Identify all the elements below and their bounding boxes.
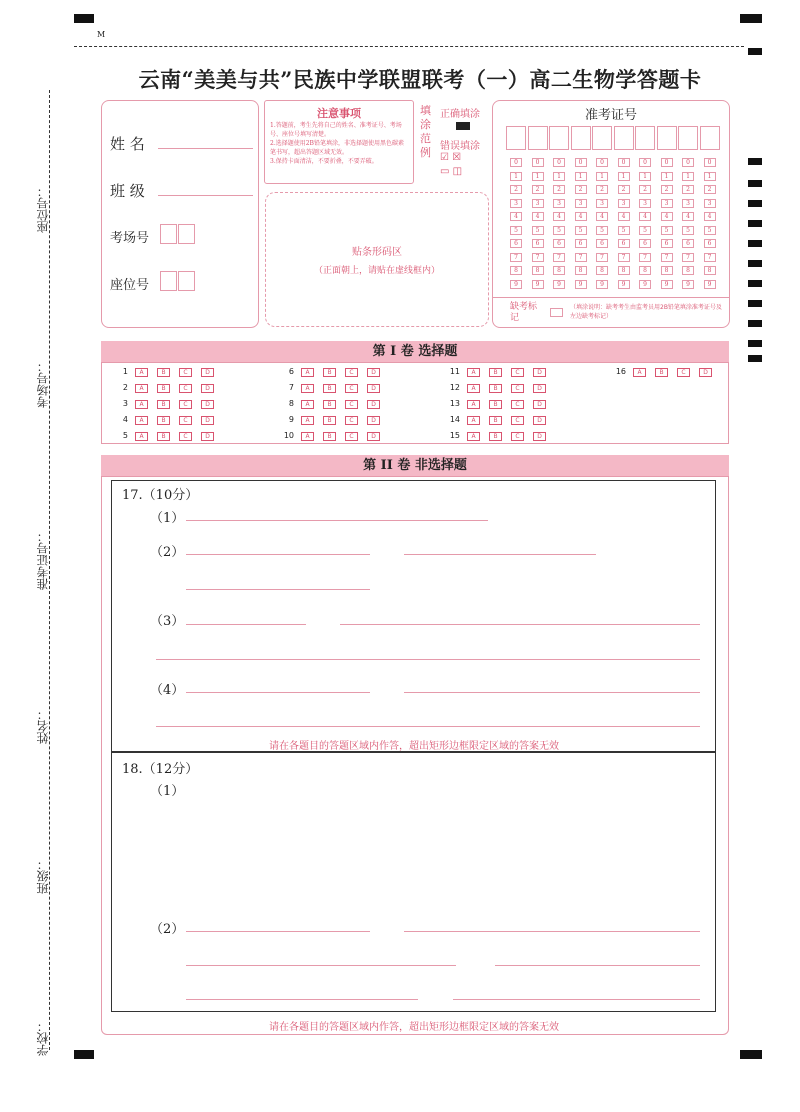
q17-warning: 请在各题目的答题区域内作答，超出矩形边框限定区域的答案无效 (269, 741, 559, 752)
q17-sub3: （3） (150, 614, 185, 629)
side-label-class: 班级： (36, 858, 50, 894)
exam-id-digit-bubble[interactable]: 4 (639, 212, 651, 221)
room-box[interactable] (160, 224, 177, 244)
answer-line[interactable] (404, 692, 700, 693)
exam-id-digit-bubble[interactable]: 7 (618, 253, 630, 262)
exam-id-digit-bubble[interactable]: 4 (682, 212, 694, 221)
notice-box (264, 100, 414, 184)
option-bubble-a[interactable]: A (135, 416, 148, 425)
exam-id-digit-bubble[interactable]: 8 (553, 266, 565, 275)
top-cut-line (74, 46, 744, 47)
name-field[interactable] (158, 148, 253, 149)
option-bubble-b[interactable]: B (157, 432, 170, 441)
option-bubble-a[interactable]: A (301, 416, 314, 425)
question-number: 4 (122, 415, 128, 424)
exam-id-digit-bubble[interactable]: 5 (532, 226, 544, 235)
exam-id-digit-bubble[interactable]: 2 (532, 185, 544, 194)
question-number: 6 (288, 367, 294, 376)
side-label-exam-id: 准考证号： (36, 530, 50, 590)
answer-line[interactable] (186, 965, 456, 966)
option-bubble-c[interactable]: C (179, 400, 192, 409)
option-bubble-b[interactable]: B (489, 432, 502, 441)
option-bubble-c[interactable]: C (511, 384, 524, 393)
timing-mark (748, 320, 762, 327)
exam-id-digit-bubble[interactable]: 9 (596, 280, 608, 289)
option-bubble-a[interactable]: A (467, 416, 480, 425)
timing-mark (740, 14, 762, 23)
exam-id-digit-bubble[interactable]: 8 (596, 266, 608, 275)
timing-mark (748, 158, 762, 165)
exam-id-digit-bubble[interactable]: 5 (639, 226, 651, 235)
exam-id-digit-bubble[interactable]: 3 (596, 199, 608, 208)
timing-mark (748, 260, 762, 267)
exam-id-digit-bubble[interactable]: 7 (553, 253, 565, 262)
timing-mark (748, 48, 762, 55)
question-number: 2 (122, 383, 128, 392)
option-bubble-a[interactable]: A (467, 432, 480, 441)
wrong-fill-sample: ☑ ☒ (440, 152, 462, 163)
question-number: 16 (615, 367, 626, 376)
option-bubble-c[interactable]: C (179, 368, 192, 377)
option-bubble-d[interactable]: D (367, 400, 380, 409)
exam-id-divider (492, 297, 730, 298)
absent-mark-box[interactable] (550, 308, 563, 317)
exam-id-digit-bubble[interactable]: 8 (575, 266, 587, 275)
q17-sub4: （4） (150, 683, 185, 698)
exam-id-digit-bubble[interactable]: 8 (682, 266, 694, 275)
exam-id-digit-bubble[interactable]: 0 (704, 158, 716, 167)
exam-id-digit-bubble[interactable]: 7 (704, 253, 716, 262)
q17-sub2: （2） (150, 545, 185, 560)
exam-id-digit-bubble[interactable]: 6 (661, 239, 673, 248)
exam-id-digit-bubble[interactable]: 8 (639, 266, 651, 275)
question-number: 3 (122, 399, 128, 408)
exam-id-digit-bubble[interactable]: 0 (639, 158, 651, 167)
exam-id-digit-bubble[interactable]: 9 (682, 280, 694, 289)
option-bubble-b[interactable]: B (157, 416, 170, 425)
exam-id-digit-bubble[interactable]: 3 (704, 199, 716, 208)
exam-id-digit-bubble[interactable]: 6 (553, 239, 565, 248)
option-bubble-d[interactable]: D (201, 384, 214, 393)
barcode-hint: （正面朝上，请贴在虚线框内） (313, 266, 440, 276)
answer-line[interactable] (186, 554, 370, 555)
exam-id-write-box[interactable] (571, 126, 591, 150)
answer-line[interactable] (186, 624, 306, 625)
question-number: 9 (288, 415, 294, 424)
exam-id-digit-bubble[interactable]: 6 (510, 239, 522, 248)
exam-id-digit-bubble[interactable]: 9 (510, 280, 522, 289)
exam-id-digit-bubble[interactable]: 6 (575, 239, 587, 248)
answer-line[interactable] (186, 589, 370, 590)
side-label-room: 考场号： (36, 360, 50, 408)
exam-id-digit-bubble[interactable]: 0 (510, 158, 522, 167)
option-bubble-b[interactable]: B (323, 416, 336, 425)
exam-id-digit-bubble[interactable]: 2 (682, 185, 694, 194)
question-number: 1 (122, 367, 128, 376)
exam-id-digit-bubble[interactable]: 3 (553, 199, 565, 208)
exam-id-digit-bubble[interactable]: 2 (575, 185, 587, 194)
exam-id-write-box[interactable] (700, 126, 720, 150)
option-bubble-b[interactable]: B (323, 368, 336, 377)
exam-id-digit-bubble[interactable]: 7 (639, 253, 651, 262)
exam-id-digit-bubble[interactable]: 7 (596, 253, 608, 262)
question-number: 7 (288, 383, 294, 392)
option-bubble-a[interactable]: A (467, 368, 480, 377)
answer-line[interactable] (156, 659, 700, 660)
exam-id-digit-bubble[interactable]: 5 (704, 226, 716, 235)
answer-line[interactable] (186, 931, 370, 932)
timing-mark (748, 180, 762, 187)
exam-id-digit-bubble[interactable]: 7 (532, 253, 544, 262)
option-bubble-d[interactable]: D (533, 432, 546, 441)
option-bubble-d[interactable]: D (201, 416, 214, 425)
answer-line[interactable] (340, 624, 700, 625)
exam-id-write-box[interactable] (678, 126, 698, 150)
barcode-title: 贴条形码区 (352, 247, 402, 258)
option-bubble-b[interactable]: B (489, 384, 502, 393)
exam-id-digit-bubble[interactable]: 3 (639, 199, 651, 208)
correct-fill-label: 正确填涂 (440, 109, 480, 120)
exam-id-title: 准考证号 (584, 108, 637, 123)
exam-id-digit-bubble[interactable]: 4 (618, 212, 630, 221)
corner-mark: M (97, 30, 106, 39)
answer-line[interactable] (156, 726, 700, 727)
option-bubble-b[interactable]: B (323, 384, 336, 393)
exam-id-digit-bubble[interactable]: 9 (553, 280, 565, 289)
q18-sub2: （2） (150, 922, 185, 937)
exam-id-digit-bubble[interactable]: 5 (618, 226, 630, 235)
exam-id-digit-bubble[interactable]: 8 (532, 266, 544, 275)
exam-id-write-box[interactable] (549, 126, 569, 150)
section1-title: 第 I 卷 选择题 (101, 341, 729, 363)
exam-id-digit-bubble[interactable]: 4 (510, 212, 522, 221)
exam-id-digit-bubble[interactable]: 0 (682, 158, 694, 167)
q17-sub1: （1） (150, 511, 185, 526)
option-bubble-b[interactable]: B (323, 400, 336, 409)
exam-id-digit-bubble[interactable]: 3 (510, 199, 522, 208)
q18-warning: 请在各题目的答题区域内作答，超出矩形边框限定区域的答案无效 (269, 1022, 559, 1033)
option-bubble-c[interactable]: C (511, 400, 524, 409)
option-bubble-d[interactable]: D (367, 432, 380, 441)
exam-id-digit-bubble[interactable]: 4 (596, 212, 608, 221)
notice-title: 注意事项 (317, 107, 361, 120)
exam-id-write-box[interactable] (592, 126, 612, 150)
exam-id-digit-bubble[interactable]: 8 (704, 266, 716, 275)
seat-box[interactable] (178, 271, 195, 291)
exam-id-digit-bubble[interactable]: 3 (618, 199, 630, 208)
answer-line[interactable] (453, 999, 700, 1000)
exam-id-digit-bubble[interactable]: 1 (575, 172, 587, 181)
exam-id-digit-bubble[interactable]: 9 (704, 280, 716, 289)
exam-id-digit-bubble[interactable]: 5 (661, 226, 673, 235)
exam-id-digit-bubble[interactable]: 1 (618, 172, 630, 181)
exam-id-digit-bubble[interactable]: 1 (661, 172, 673, 181)
timing-mark (748, 355, 762, 362)
question-number: 11 (449, 367, 460, 376)
answer-line[interactable] (186, 999, 418, 1000)
exam-id-digit-bubble[interactable]: 9 (639, 280, 651, 289)
question-number: 10 (283, 431, 294, 440)
answer-line[interactable] (186, 692, 370, 693)
option-bubble-a[interactable]: A (135, 384, 148, 393)
option-bubble-b[interactable]: B (655, 368, 668, 377)
option-bubble-c[interactable]: C (511, 416, 524, 425)
exam-id-digit-bubble[interactable]: 2 (510, 185, 522, 194)
wrong-fill-label: 错误填涂 (440, 141, 480, 152)
exam-id-digit-bubble[interactable]: 0 (596, 158, 608, 167)
side-label-school: 学校： (36, 1020, 50, 1056)
option-bubble-c[interactable]: C (179, 416, 192, 425)
name-label: 姓 名 (110, 135, 145, 153)
exam-id-digit-bubble[interactable]: 7 (682, 253, 694, 262)
exam-id-digit-bubble[interactable]: 5 (596, 226, 608, 235)
exam-id-digit-bubble[interactable]: 4 (704, 212, 716, 221)
option-bubble-a[interactable]: A (135, 432, 148, 441)
exam-id-digit-bubble[interactable]: 8 (510, 266, 522, 275)
option-bubble-b[interactable]: B (157, 368, 170, 377)
timing-mark (74, 1050, 94, 1059)
question-number: 14 (449, 415, 460, 424)
option-bubble-d[interactable]: D (533, 416, 546, 425)
option-bubble-a[interactable]: A (301, 368, 314, 377)
option-bubble-c[interactable]: C (511, 432, 524, 441)
answer-line[interactable] (186, 520, 488, 521)
answer-line[interactable] (404, 554, 596, 555)
option-bubble-c[interactable]: C (345, 368, 358, 377)
exam-id-digit-bubble[interactable]: 5 (553, 226, 565, 235)
barcode-area (265, 192, 489, 327)
exam-id-digit-bubble[interactable]: 7 (575, 253, 587, 262)
timing-mark (748, 240, 762, 247)
exam-id-digit-bubble[interactable]: 2 (596, 185, 608, 194)
q18-title: 18.（12分） (122, 762, 199, 777)
exam-id-digit-bubble[interactable]: 0 (618, 158, 630, 167)
answer-line[interactable] (495, 965, 700, 966)
exam-id-write-box[interactable] (528, 126, 548, 150)
class-field[interactable] (158, 195, 253, 196)
exam-id-write-box[interactable] (614, 126, 634, 150)
option-bubble-d[interactable]: D (533, 384, 546, 393)
option-bubble-a[interactable]: A (301, 384, 314, 393)
timing-mark (748, 200, 762, 207)
question-number: 13 (449, 399, 460, 408)
exam-id-write-box[interactable] (635, 126, 655, 150)
option-bubble-c[interactable]: C (179, 432, 192, 441)
exam-id-digit-bubble[interactable]: 6 (639, 239, 651, 248)
option-bubble-d[interactable]: D (367, 416, 380, 425)
class-label: 班 级 (110, 182, 145, 200)
exam-id-digit-bubble[interactable]: 1 (596, 172, 608, 181)
exam-id-digit-bubble[interactable]: 6 (682, 239, 694, 248)
exam-id-digit-bubble[interactable]: 6 (596, 239, 608, 248)
q18-frame (111, 752, 716, 1012)
option-bubble-b[interactable]: B (489, 416, 502, 425)
exam-id-write-box[interactable] (657, 126, 677, 150)
option-bubble-c[interactable]: C (345, 416, 358, 425)
exam-id-digit-bubble[interactable]: 1 (704, 172, 716, 181)
exam-id-digit-bubble[interactable]: 2 (553, 185, 565, 194)
absent-note: （填涂说明：缺考考生由监考员用2B铅笔填涂准考证号及左边缺考标记） (570, 304, 722, 320)
exam-id-digit-bubble[interactable]: 7 (510, 253, 522, 262)
timing-mark (748, 280, 762, 287)
option-bubble-c[interactable]: C (677, 368, 690, 377)
exam-id-digit-bubble[interactable]: 4 (553, 212, 565, 221)
notice-item: 1.答题前，考生先将自己的姓名、准考证号、考场号、座位号填写清楚。 (270, 122, 402, 138)
timing-mark (748, 300, 762, 307)
exam-id-digit-bubble[interactable]: 9 (661, 280, 673, 289)
option-bubble-a[interactable]: A (467, 400, 480, 409)
option-bubble-b[interactable]: B (157, 384, 170, 393)
exam-id-digit-bubble[interactable]: 3 (575, 199, 587, 208)
exam-id-digit-bubble[interactable]: 8 (661, 266, 673, 275)
exam-id-digit-bubble[interactable]: 2 (661, 185, 673, 194)
exam-id-digit-bubble[interactable]: 6 (704, 239, 716, 248)
option-bubble-d[interactable]: D (367, 384, 380, 393)
option-bubble-a[interactable]: A (301, 400, 314, 409)
question-number: 8 (288, 399, 294, 408)
q18-sub1: （1） (150, 784, 185, 799)
absent-label: 缺考标记 (510, 302, 538, 323)
page-title: 云南“美美与共”民族中学联盟联考（一）高二生物学答题卡 (138, 67, 702, 92)
timing-mark (740, 1050, 762, 1059)
exam-id-digit-bubble[interactable]: 6 (618, 239, 630, 248)
side-label-seat: 座位号： (36, 185, 50, 233)
exam-id-digit-bubble[interactable]: 0 (575, 158, 587, 167)
exam-id-digit-bubble[interactable]: 2 (639, 185, 651, 194)
exam-id-digit-bubble[interactable]: 0 (553, 158, 565, 167)
exam-id-digit-bubble[interactable]: 9 (532, 280, 544, 289)
exam-id-digit-bubble[interactable]: 2 (704, 185, 716, 194)
option-bubble-d[interactable]: D (201, 368, 214, 377)
exam-id-digit-bubble[interactable]: 1 (639, 172, 651, 181)
exam-id-digit-bubble[interactable]: 3 (532, 199, 544, 208)
option-bubble-a[interactable]: A (135, 368, 148, 377)
option-bubble-d[interactable]: D (533, 368, 546, 377)
option-bubble-c[interactable]: C (511, 368, 524, 377)
room-box[interactable] (178, 224, 195, 244)
exam-id-digit-bubble[interactable]: 0 (532, 158, 544, 167)
exam-id-digit-bubble[interactable]: 4 (575, 212, 587, 221)
notice-item: 3.保持卡面清洁，不要折叠，不要弄破。 (270, 158, 378, 165)
correct-fill-sample (456, 122, 470, 130)
fill-example-side: 填涂范例 (420, 104, 431, 159)
seat-box[interactable] (160, 271, 177, 291)
option-bubble-c[interactable]: C (345, 432, 358, 441)
timing-mark (748, 340, 762, 347)
question-number: 12 (449, 383, 460, 392)
option-bubble-d[interactable]: D (533, 400, 546, 409)
option-bubble-b[interactable]: B (489, 368, 502, 377)
exam-id-digit-bubble[interactable]: 4 (661, 212, 673, 221)
option-bubble-d[interactable]: D (367, 368, 380, 377)
exam-id-digit-bubble[interactable]: 1 (510, 172, 522, 181)
timing-mark (748, 220, 762, 227)
exam-id-digit-bubble[interactable]: 3 (682, 199, 694, 208)
exam-id-write-box[interactable] (506, 126, 526, 150)
room-label: 考场号 (110, 231, 150, 246)
option-bubble-a[interactable]: A (633, 368, 646, 377)
exam-id-digit-bubble[interactable]: 1 (682, 172, 694, 181)
option-bubble-a[interactable]: A (467, 384, 480, 393)
option-bubble-c[interactable]: C (179, 384, 192, 393)
option-bubble-b[interactable]: B (323, 432, 336, 441)
option-bubble-d[interactable]: D (699, 368, 712, 377)
option-bubble-a[interactable]: A (301, 432, 314, 441)
exam-id-digit-bubble[interactable]: 6 (532, 239, 544, 248)
exam-id-digit-bubble[interactable]: 5 (575, 226, 587, 235)
seat-label: 座位号 (110, 278, 150, 293)
exam-id-digit-bubble[interactable]: 1 (553, 172, 565, 181)
section2-title: 第 II 卷 非选择题 (101, 455, 729, 477)
notice-item: 2.选择题使用2B铅笔填涂，非选择题使用黑色碳素笔书写，超出答题区域无效。 (270, 140, 404, 156)
option-bubble-b[interactable]: B (489, 400, 502, 409)
question-number: 5 (122, 431, 128, 440)
exam-id-digit-bubble[interactable]: 0 (661, 158, 673, 167)
option-bubble-c[interactable]: C (345, 400, 358, 409)
option-bubble-d[interactable]: D (201, 432, 214, 441)
answer-line[interactable] (404, 931, 700, 932)
option-bubble-d[interactable]: D (201, 400, 214, 409)
exam-id-digit-bubble[interactable]: 9 (575, 280, 587, 289)
question-number: 15 (449, 431, 460, 440)
exam-id-digit-bubble[interactable]: 2 (618, 185, 630, 194)
exam-id-digit-bubble[interactable]: 3 (661, 199, 673, 208)
exam-id-digit-bubble[interactable]: 8 (618, 266, 630, 275)
option-bubble-a[interactable]: A (135, 400, 148, 409)
side-label-name: 姓名： (36, 708, 50, 744)
exam-id-digit-bubble[interactable]: 7 (661, 253, 673, 262)
exam-id-digit-bubble[interactable]: 9 (618, 280, 630, 289)
exam-id-digit-bubble[interactable]: 5 (510, 226, 522, 235)
option-bubble-c[interactable]: C (345, 384, 358, 393)
wrong-fill-sample: ▭ ◫ (440, 166, 463, 177)
exam-id-digit-bubble[interactable]: 5 (682, 226, 694, 235)
exam-id-digit-bubble[interactable]: 1 (532, 172, 544, 181)
timing-mark (74, 14, 94, 23)
exam-id-digit-bubble[interactable]: 4 (532, 212, 544, 221)
q17-title: 17.（10分） (122, 488, 199, 503)
option-bubble-b[interactable]: B (157, 400, 170, 409)
